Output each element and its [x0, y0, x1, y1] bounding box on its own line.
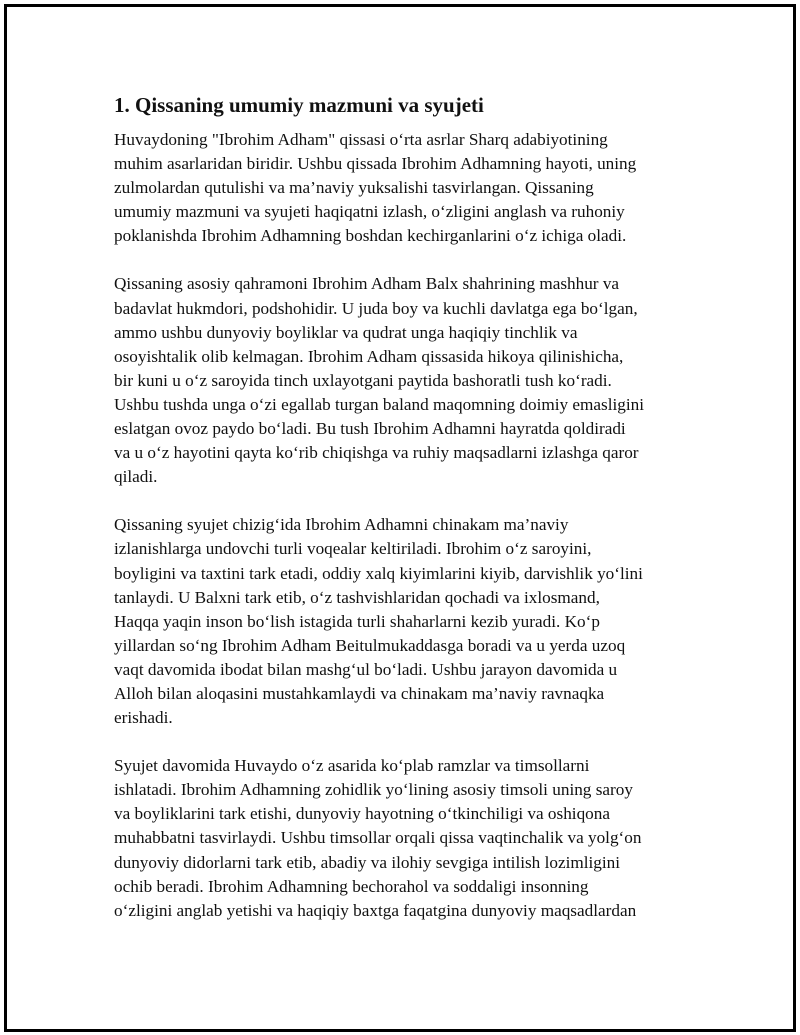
section-heading: 1. Qissaning umumiy mazmuni va syujeti — [114, 93, 484, 117]
paragraph-3 — [114, 513, 694, 730]
text-line: ammo ushbu dunyoviy boyliklar va qudrat unga haqiqiy tinchlik va — [114, 322, 578, 342]
text-line: muhabbatni tasvirlaydi. Ushbu timsollar orqali qissa vaqtinchalik va yolgʻon — [114, 828, 642, 848]
text-line: erishadi. — [114, 708, 173, 728]
text-line: izlanishlarga undovchi turli voqealar keltiriladi. Ibrohim oʻz saroyini, — [114, 539, 592, 559]
text-line: Haqqa yaqin inson boʻlish istagida turli shaharlarni kezib yuradi. Koʻp — [114, 611, 600, 631]
text-line: Ushbu tushda unga oʻzi egallab turgan baland maqomning doimiy emasligini — [114, 394, 645, 414]
text-line: vaqt davomida ibodat bilan mashgʻul boʻladi. Ushbu jarayon davomida u — [114, 659, 618, 679]
text-line: oʻzligini anglab yetishi va haqiqiy baxtga faqatgina dunyoviy maqsadlardan — [114, 900, 637, 920]
text-line: yillardan soʻng Ibrohim Adham Beitulmukaddasga boradi va u yerda uzoq — [114, 635, 626, 655]
text-line: Alloh bilan aloqasini mustahkamlaydi va chinakam ma’naviy ravnaqka — [114, 683, 605, 703]
text-line: osoyishtalik olib kelmagan. Ibrohim Adham qissasida hikoya qilinishicha, — [114, 346, 624, 366]
text-line: umumiy mazmuni va syujeti haqiqatni izlash, oʻzligini anglash va ruhoniy — [114, 202, 625, 222]
text-line: boyligini va taxtini tark etadi, oddiy xalq kiyimlarini kiyib, darvishlik yoʻlini — [114, 563, 643, 583]
text-line: poklanishda Ibrohim Adhamning boshdan kechirganlarini oʻz ichiga oladi. — [114, 226, 627, 246]
text-line: zulmolardan qutulishi va ma’naviy yuksalishi tasvirlangan. Qissaning — [114, 178, 594, 198]
text-line: bir kuni u oʻz saroyida tinch uxlayotgani paytida bashoratli tush koʻradi. — [114, 370, 612, 390]
text-line: muhim asarlaridan biridir. Ushbu qissada Ibrohim Adhamning hayoti, uning — [114, 154, 637, 174]
paragraph-1 — [114, 128, 694, 248]
paragraph-2 — [114, 272, 694, 489]
text-line: Qissaning asosiy qahramoni Ibrohim Adham Balx shahrining mashhur va — [114, 274, 620, 294]
text-line: eslatgan ovoz paydo boʻladi. Bu tush Ibrohim Adhamni hayratda qoldiradi — [114, 419, 626, 439]
text-line: ishlatadi. Ibrohim Adhamning zohidlik yoʻlining asosiy timsoli uning saroy — [114, 780, 633, 800]
text-line: qiladi. — [114, 467, 158, 487]
text-line: Qissaning syujet chizigʻida Ibrohim Adhamni chinakam ma’naviy — [114, 515, 569, 535]
paragraph-4 — [114, 754, 694, 923]
text-line: Huvaydoning "Ibrohim Adham" qissasi oʻrta asrlar Sharq adabiyotining — [114, 130, 608, 149]
text-line: ochib beradi. Ibrohim Adhamning bechorahol va soddaligi insonning — [114, 876, 589, 896]
text-line: va boyliklarini tark etishi, dunyoviy hayotning oʻtkinchiligi va oshiqona — [114, 804, 610, 824]
text-line: badavlat hukmdori, podshohidir. U juda boy va kuchli davlatga ega boʻlgan, — [114, 298, 638, 318]
text-line: dunyoviy didorlarni tark etib, abadiy va ilohiy sevgiga intilish lozimligini — [114, 852, 620, 872]
text-line: Syujet davomida Huvaydo oʻz asarida koʻplab ramzlar va timsollarni — [114, 756, 590, 776]
text-line: tanlaydi. U Balxni tark etib, oʻz tashvishlaridan qochadi va ixlosmand, — [114, 587, 600, 607]
text-line: va u oʻz hayotini qayta koʻrib chiqishga va ruhiy maqsadlarni izlashga qaror — [114, 443, 639, 463]
document-body — [114, 91, 694, 947]
